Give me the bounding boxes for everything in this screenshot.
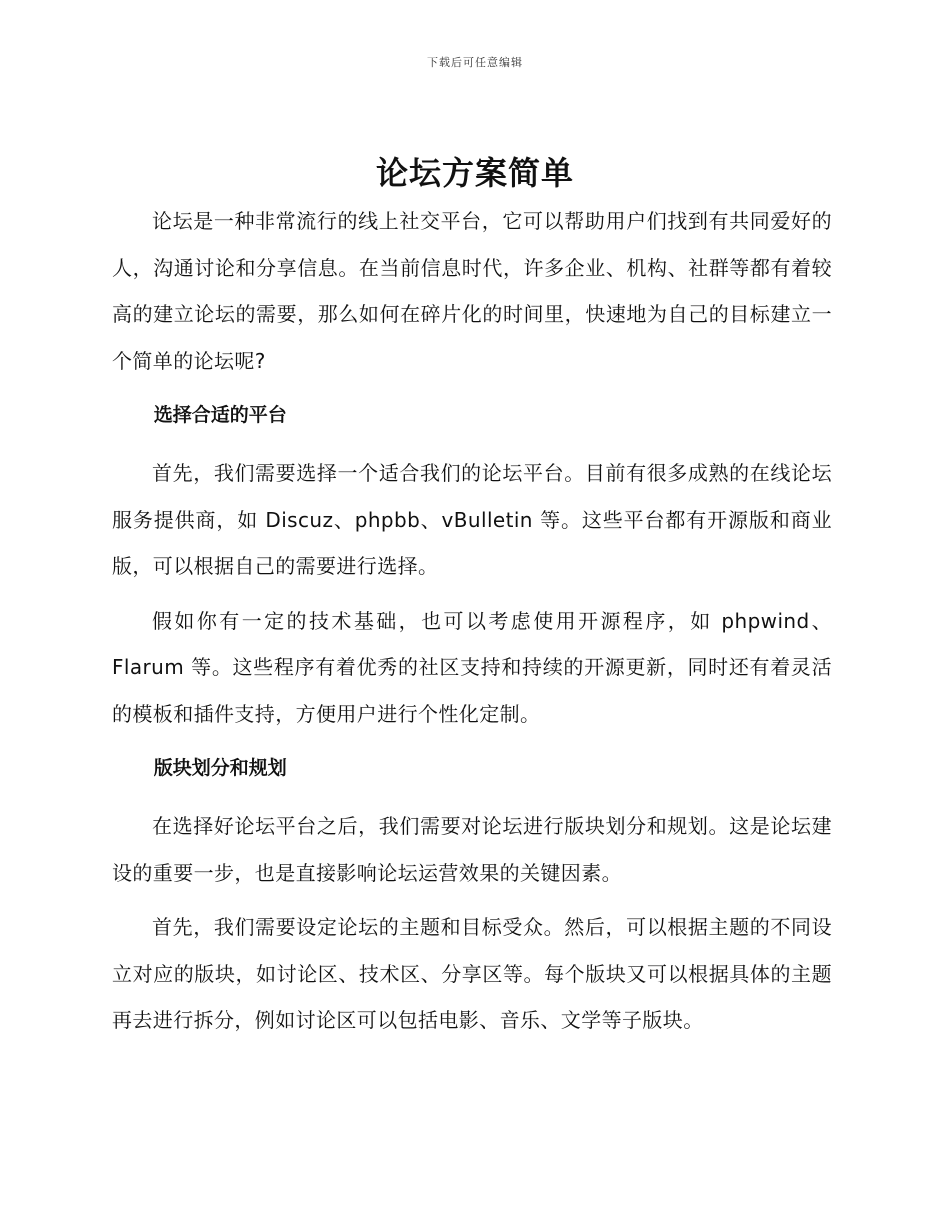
- sections-paragraph-2: 首先，我们需要设定论坛的主题和目标受众。然后，可以根据主题的不同设立对应的版块，如讨论区、技术区、分享区等。每个版块又可以根据具体的主题再去进行拆分，例如讨论区可以包括电影、音乐、文学等子版块。: [112, 915, 832, 1032]
- intro-paragraph: 论坛是一种非常流行的线上社交平台，它可以帮助用户们找到有共同爱好的人，沟通讨论和分享信息。在当前信息时代，许多企业、机构、社群等都有着较高的建立论坛的需要，那么如何在碎片化的时间里，快速地为自己的目标建立一个简单的论坛呢?: [112, 209, 832, 373]
- section-heading-sections: 版块划分和规划: [153, 757, 287, 779]
- document-title: 论坛方案简单: [375, 154, 574, 192]
- section-heading-platform: 选择合适的平台: [153, 404, 287, 426]
- platform-paragraph-2: 假如你有一定的技术基础，也可以考虑使用开源程序，如 phpwind、Flarum 等。这些程序有着优秀的社区支持和持续的开源更新，同时还有着灵活的模板和插件支持，方便用户进行个性化定制。: [112, 608, 832, 726]
- platform-paragraph-1: 首先，我们需要选择一个适合我们的论坛平台。目前有很多成熟的在线论坛服务提供商，如 Discuz、phpbb、vBulletin 等。这些平台都有开源版和商业版，可以根据自己的需要进行选择。: [112, 461, 832, 578]
- header-note: 下载后可任意编辑: [427, 56, 523, 69]
- sections-paragraph-1: 在选择好论坛平台之后，我们需要对论坛进行版块划分和规划。这是论坛建设的重要一步，也是直接影响论坛运营效果的关键因素。: [112, 814, 832, 885]
- document-body: [112, 198, 832, 1052]
